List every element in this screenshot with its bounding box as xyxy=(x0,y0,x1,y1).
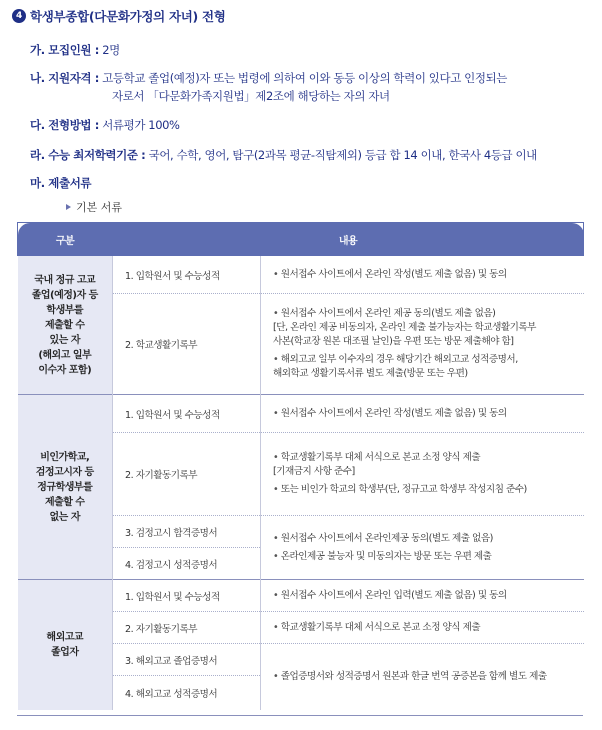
documents-heading-label: 마. 제출서류 xyxy=(30,176,92,190)
recruit-count xyxy=(30,42,120,58)
content-line: • 졸업증명서와 성적증명서 원본과 한글 번역 공증본을 함께 별도 제출 xyxy=(273,670,584,684)
document-content xyxy=(261,294,584,395)
table-row xyxy=(18,580,584,612)
basic-documents-subheading xyxy=(66,199,122,215)
document-item: 3. 해외고교 졸업증명서 xyxy=(113,644,261,676)
document-content xyxy=(261,612,584,644)
category-line: 해외고교 xyxy=(46,631,84,643)
category-line: 졸업(예정)자 등 xyxy=(31,289,98,301)
document-content xyxy=(261,256,584,294)
table-row xyxy=(18,256,584,294)
csat-minimum-value: 국어, 수학, 영어, 탐구(2과목 평균-직탐제외) 등급 합 14 이내, 한국사 4등급 이내 xyxy=(148,148,537,162)
category-line: 학생부를 xyxy=(46,304,84,316)
document-content xyxy=(261,395,584,433)
section-number-badge: 4 xyxy=(12,9,26,23)
eligibility-line1: 고등학교 졸업(예정)자 또는 법령에 의하여 이와 동등 이상의 학력이 있다고 인정되는 xyxy=(102,71,508,85)
content-line: • 온라인제공 불능자 및 미동의자는 방문 또는 우편 제출 xyxy=(273,550,584,564)
content-line: • 또는 비인가 학교의 학생부(단, 정규고교 학생부 작성지침 준수) xyxy=(273,483,584,497)
document-item: 4. 해외고교 성적증명서 xyxy=(113,676,261,710)
category-cell xyxy=(18,580,113,710)
content-line: • 원서접수 사이트에서 온라인 작성(별도 제출 없음) 및 동의 xyxy=(273,407,584,421)
category-line: 비인가학교, xyxy=(40,451,90,463)
category-line: 제출할 수 xyxy=(44,496,85,508)
category-line: (해외고 일부 xyxy=(38,349,92,361)
documents-heading xyxy=(30,175,91,191)
csat-minimum-label: 라. 수능 최저학력기준 : xyxy=(30,148,146,162)
eligibility-line2: 자로서 「다문화가족지원법」제2조에 해당하는 자의 자녀 xyxy=(112,89,390,103)
document-content xyxy=(261,580,584,612)
content-line: 사본(학교장 원본 대조필 날인)을 우편 또는 방문 제출해야 함] xyxy=(273,336,514,347)
triangle-bullet-icon xyxy=(66,204,71,210)
category-line: 없는 자 xyxy=(49,511,80,523)
document-content xyxy=(261,433,584,516)
category-line: 이수자 포함) xyxy=(38,364,92,376)
document-item: 2. 자기활동기록부 xyxy=(113,433,261,516)
document-item: 3. 검정고시 합격증명서 xyxy=(113,516,261,548)
csat-minimum xyxy=(30,147,537,163)
category-line: 제출할 수 xyxy=(44,319,85,331)
category-line: 있는 자 xyxy=(49,334,80,346)
content-line: • 원서접수 사이트에서 온라인제공 동의(별도 제출 없음) xyxy=(273,532,584,546)
header-category: 구분 xyxy=(18,223,113,256)
recruit-count-label: 가. 모집인원 : xyxy=(30,43,99,57)
header-content: 내용 xyxy=(113,223,584,256)
content-line: • 해외고교 일부 이수자의 경우 해당기간 해외고교 성적증명서, xyxy=(273,353,584,367)
table-bottom-border xyxy=(17,715,583,716)
document-content xyxy=(261,516,584,580)
document-item: 2. 학교생활기록부 xyxy=(113,294,261,395)
table-row xyxy=(18,395,584,433)
category-line: 국내 정규 고교 xyxy=(34,274,96,286)
recruit-count-value: 2명 xyxy=(102,43,120,57)
section-title xyxy=(12,6,226,26)
category-line: 검정고시자 등 xyxy=(35,466,94,478)
content-line: • 학교생활기록부 대체 서식으로 본교 소정 양식 제출 xyxy=(273,451,584,465)
content-line: [단, 온라인 제공 비동의자, 온라인 제출 불가능자는 학교생활기록부 xyxy=(273,322,536,333)
content-line: 해외학교 생활기록서류 별도 제출(방문 또는 우편) xyxy=(273,368,468,379)
document-item: 4. 검정고시 성적증명서 xyxy=(113,548,261,580)
documents-table xyxy=(17,222,584,710)
content-line: • 원서접수 사이트에서 온라인 제공 동의(별도 제출 없음) xyxy=(273,307,584,321)
content-line: • 원서접수 사이트에서 온라인 입력(별도 제출 없음) 및 동의 xyxy=(273,589,584,603)
category-cell xyxy=(18,395,113,580)
category-line: 졸업자 xyxy=(51,646,79,658)
content-line: • 원서접수 사이트에서 온라인 작성(별도 제출 없음) 및 동의 xyxy=(273,268,584,282)
document-item: 1. 입학원서 및 수능성적 xyxy=(113,395,261,433)
document-item: 2. 자기활동기록부 xyxy=(113,612,261,644)
content-line: [기재금지 사항 준수] xyxy=(273,466,355,477)
basic-documents-label: 기본 서류 xyxy=(76,201,123,214)
selection-method-value: 서류평가 100% xyxy=(102,118,180,132)
selection-method-label: 다. 전형방법 : xyxy=(30,118,99,132)
eligibility xyxy=(30,70,508,103)
document-item: 1. 입학원서 및 수능성적 xyxy=(113,580,261,612)
document-item: 1. 입학원서 및 수능성적 xyxy=(113,256,261,294)
section-title-text: 학생부종합(다문화가정의 자녀) 전형 xyxy=(30,9,226,24)
document-content xyxy=(261,644,584,710)
category-cell xyxy=(18,256,113,395)
category-line: 정규학생부를 xyxy=(37,481,93,493)
eligibility-label: 나. 지원자격 : xyxy=(30,71,99,85)
content-line: • 학교생활기록부 대체 서식으로 본교 소정 양식 제출 xyxy=(273,621,584,635)
selection-method xyxy=(30,117,180,133)
